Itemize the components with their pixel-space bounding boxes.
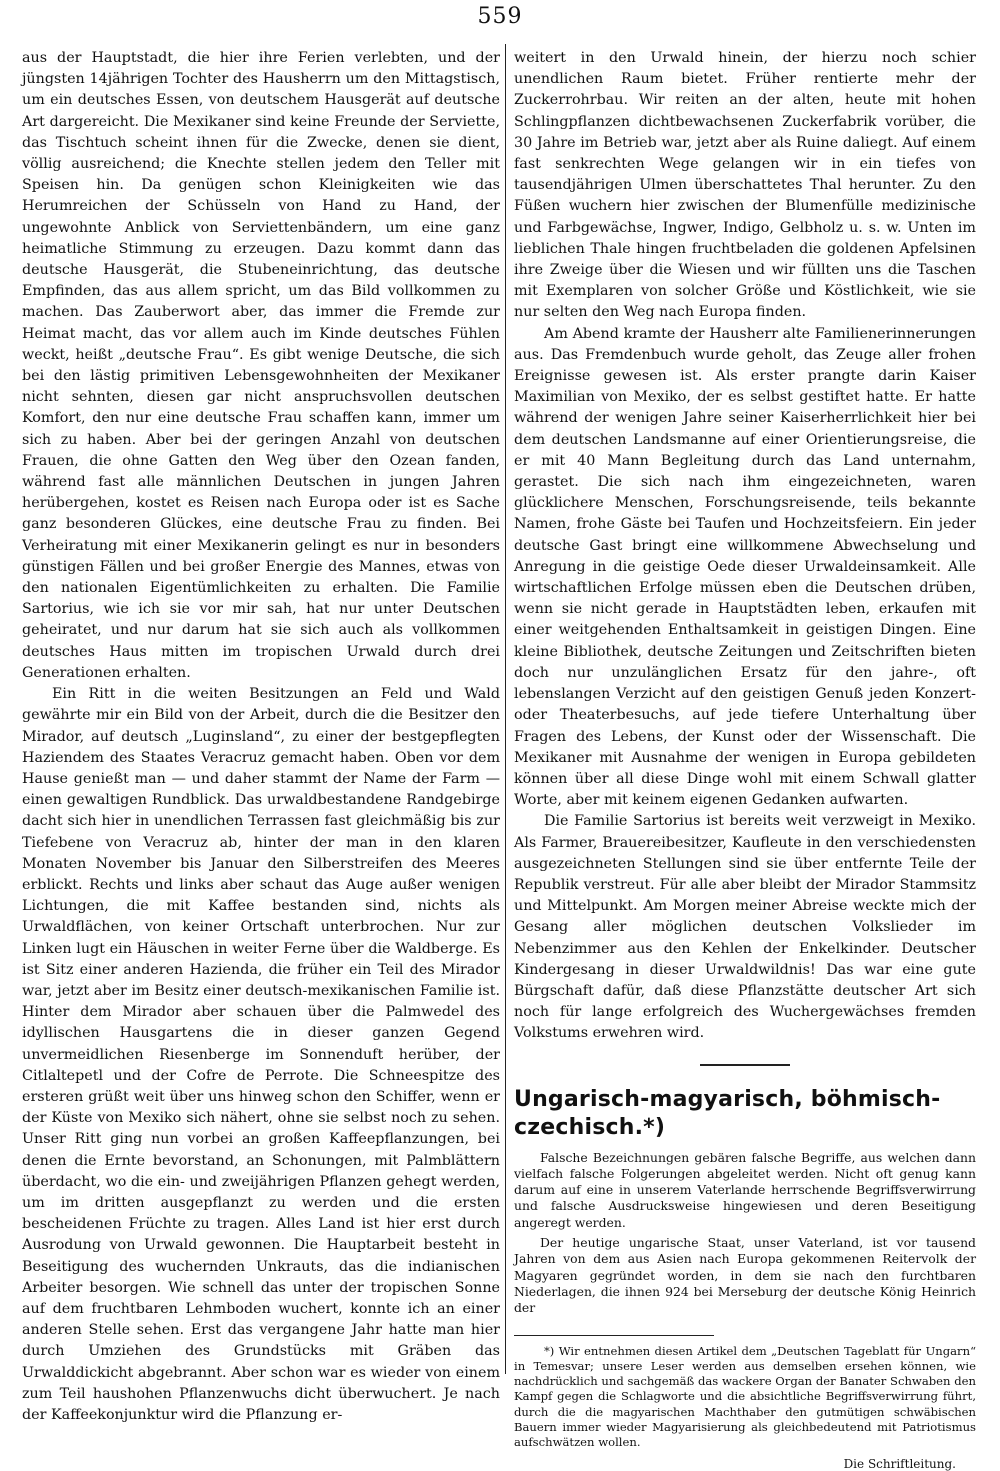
paragraph-continued-right: weitert in den Urwald hinein, der hierzu noch schier unendlichen Raum bietet. Früher rentierte mehr der Zuckerrohrbau. Wir reiten an der alten, heute mit hohen Schlingpflanzen dichtbewachsenen Zuckerfabrik vorüber, die 30 Jahre im Betrieb war, jetzt aber als Ruine daliegt. Auf einem fast senkrechten Wege gelangen wir in ein tiefes von tausendjährigen Ulmen überschattetes Thal herunter. Zu den Füßen wuchern hier zwischen der Blumenfülle medizinische und Farbgewächse, Ingwer, Indigo, Gelbholz u. s. w. Unten im lieblichen Thale hingen fruchtbeladen die goldenen Apfelsinen ihre Zweige über die Wiesen und wir füllten uns die Taschen mit Exemplaren von solcher Größe und Köstlichkeit, wie sie nur selten den Weg nach Europa finden.	[514, 50, 976, 321]
page-number: 559	[477, 4, 523, 29]
footnote: *) Wir entnehmen diesen Artikel dem „Deutschen Tageblatt für Ungarn“ in Temesvar; unsere Leser werden aus demselben ersehen können, wie nachdrücklich und sachgemäß das wackere Organ der Banater Schwaben den Kampf gegen die Schlagworte und die absichtliche Begriffsverwirrung führt, durch die die magyarischen Machthaber den gutmütigen schwäbischen Bauern immer wieder Magyarisierung als gleichbedeutend mit Patriotismus aufschwätzen wollen.	[514, 1343, 976, 1450]
paragraph-ride: Ein Ritt in die weiten Besitzungen an Feld und Wald gewährte mir ein Bild von der Arbeit, durch die die Besitzer den Mirador, auf deutsch „Luginsland“, zu einer der bestgepflegten Haziendem des Staates Veracruz gemacht haben. Oben vor dem Hause genießt man — und daher stammt der Name der Farm — einen gewaltigen Rundblick. Das urwaldbestandene Randgebirge dacht sich hier in unendlichen Terrassen fast gleichmäßig bis zur Tiefebene von Veracruz ab, hinter der man in den klaren Monaten November bis Januar den Silberstreifen des Meeres erblickt. Rechts und links aber schaut das Auge außer wenigen Lichtungen, die mit Kaffee bestanden sind, nichts als Urwaldflächen, von keiner Ortschaft unterbrochen. Nur zur Linken lugt ein Häuschen in weiter Ferne über die Waldberge. Es ist Sitz einer anderen Hazienda, die früher ein Teil des Mirador war, jetzt aber im Besitz einer deutsch-mexikanischen Familie ist. Hinter dem Mirador aber schauen über die Palmwedel des idyllischen Hausgartens die in dieser ganzen Gegend unvermeidlichen Riesenberge im Sonnenduft herüber, der Citlaltepetl und der Cofre de Perrote. Die Schneespitze des ersteren grüßt weit über uns hinweg schon den Schiffer, wenn er der Küste von Mexiko sich nähert, ohne sie selbst noch zu sehen. Unser Ritt ging nun vorbei an großen Kaffeepflanzungen, bei denen die Ernte bevorstand, an Schonungen, mit Palmblättern überdacht, wo die ein- und zweijährigen Pflanzen gehegt werden, um im dritten ausgepflanzt zu werden und die ersten bescheidenen Früchte zu tragen. Alles Land ist hier erst durch Ausrodung von Urwald gewonnen. Die Hauptarbeit besteht in Beseitigung des wuchernden Unkrauts, das die indianischen Arbeiter besorgen. Wie schnell das unter der tropischen Sonne auf dem fruchtbaren Lehmboden wuchert, konnte ich an einer anderen Stelle sehen. Erst das vergangene Jahr hatte man hier durch Umziehen des Grundstücks mit Gräben das Urwalddickicht abgebrannt. Aber schon war es wieder von einem zum Teil haushohen Pflanzenwuchs dicht überwuchert. Je nach der Kaffeekonjunktur wird die Pflanzung er-	[22, 686, 500, 1423]
article-paragraph: Der heutige ungarische Staat, unser Vaterland, ist vor tausend Jahren von dem aus Asien nach Europa gekommenen Reitervolk der Magyaren gegründet worden, in dem sie nach den furchtbaren Niederlagen, die ihnen 924 bei Merseburg der deutsche König Heinrich der	[514, 1235, 976, 1316]
paragraph-continued: aus der Hauptstadt, die hier ihre Ferien verlebten, und der jüngsten 14jährigen Tochter des Hausherrn um den Mittagstisch, um ein deutsches Essen, von deutschem Hausgerät auf deutsche Art dargereicht. Die Mexikaner sind keine Freunde der Serviette, das Tischtuch scheint ihnen für die Zwecke, denen sie dient, völlig ausreichend; die Knechte stellen jedem den Teller mit Speisen hin. Da genügen schon Kleinigkeiten wie das Herumreichen der Schüsseln von Hand zu Hand, der ungewohnte Anblick von Serviettenbändern, um eine ganz heimatliche Stimmung zu erzeugen. Dazu kommt dann das deutsche Hausgerät, die Stubeneinrichtung, das deutsche Empfinden, das aus allem spricht, um das Bild vollkommen zu machen. Das Zauberwort aber, das immer die Fremde zur Heimat macht, das vor allem auch im Kinde deutsches Fühlen weckt, heißt „deutsche Frau“. Es gibt wenige Deutsche, die sich bei den lästig primitiven Lebensgewohnheiten der Mexikaner nicht sehnten, diesen gar nicht anspruchsvollen deutschen Komfort, den nur eine deutsche Frau schaffen kann, immer um sich zu haben. Aber bei der geringen Anzahl von deutschen Frauen, die ohne Gatten den Weg über den Ozean fanden, während fast alle männlichen Deutschen in jungen Jahren herübergehen, kostet es Reisen nach Europa oder ist es Sache ganz besonderen Glückes, eine deutsche Frau zu finden. Bei Verheiratung mit einer Mexikanerin gelingt es nur in besonders günstigen Fällen und bei großer Energie des Mannes, etwas von den nationalen Eigentümlichkeiten zu erhalten. Die Familie Sartorius, wie ich sie vor mir sah, hat nur unter Deutschen geheiratet, und nur darum hat sie sich auch als vollkommen deutsches Haus mitten im tropischen Urwald durch drei Generationen erhalten.	[22, 50, 500, 681]
article-title: Ungarisch-magyarisch, böhmisch-czechisch.*)	[514, 1086, 941, 1140]
left-column	[22, 48, 500, 1426]
article-paragraph: Falsche Bezeichnungen gebären falsche Begriffe, aus welchen dann vielfach falsche Folgerungen abgeleitet werden. Nicht oft genug kann darum auf eine in unserem Vaterlande herrschende Begriffsverwirrung und falsche Ausdrucksweise hingewiesen und deren Beseitigung angeregt werden.	[514, 1149, 976, 1230]
footnote-signature: Die Schriftleitung.	[843, 1456, 956, 1471]
footnote-divider	[514, 1335, 714, 1336]
right-column	[514, 48, 976, 1471]
section-divider	[700, 1064, 790, 1066]
paragraph-evening: Am Abend kramte der Hausherr alte Familienerinnerungen aus. Das Fremdenbuch wurde geholt, das Zeuge aller frohen Ereignisse gewesen ist. Als erster prangte darin Kaiser Maximilian von Mexiko, der es selbst gestiftet hatte. Er hatte während der wenigen Jahre seiner Kaiserherrlichkeit hier bei dem deutschen Landsmanne auf einer Orientierungsreise, die er mit 40 Mann Begleitung durch das Land unternahm, gerastet. Die sich nach ihm eingezeichneten, waren glücklichere Menschen, Forschungsreisende, teils bekannte Namen, frohe Gäste bei Taufen und Hochzeitsfeiern. Ein jeder deutsche Gast bringt eine willkommene Abwechselung und Anregung in die geistige Oede dieser Urwaldeinsamkeit. Alle wirtschaftlichen Erfolge müssen eben die Deutschen drüben, wenn sie nicht gerade in Hauptstädten leben, erkaufen mit einer weitgehenden Enthaltsamkeit in geistigen Dingen. Eine kleine Bibliothek, deutsche Zeitungen und Zeitschriften bieten doch nur unzulänglichen Ersatz für den jahre-, oft lebenslangen Verzicht auf den geistigen Genuß jeden Konzert- oder Theaterbesuchs, auf jede tiefere Unterhaltung über Fragen des Lebens, der Kunst oder der Wissenschaft. Die Mexikaner mit Ausnahme der wenigen in Europa gebildeten können über all diese Dinge wohl mit einem Schwall glatter Worte, aber mit keinem eigenen Gedanken aufwarten.	[514, 325, 976, 809]
paragraph-family: Die Familie Sartorius ist bereits weit verzweigt in Mexiko. Als Farmer, Brauereibesitzer, Kaufleute in den verschiedensten ausgezeichneten Stellungen sind sie über entfernte Teile der Republik verstreut. Für alle aber bleibt der Mirador Stammsitz und Mittelpunkt. Am Morgen meiner Abreise weckte mich der Gesang aller möglichen deutschen Volkslieder im Nebenzimmer aus den Kehlen der Enkelkinder. Deutscher Kindergesang in dieser Urwaldwildnis! Das war eine gute Bürgschaft dafür, daß diese Pflanzstätte deutscher Art sich noch für lange erfolgreich des Wuchergewächses fremden Volkstums erwehren wird.	[514, 813, 976, 1042]
column-divider	[505, 44, 506, 1374]
